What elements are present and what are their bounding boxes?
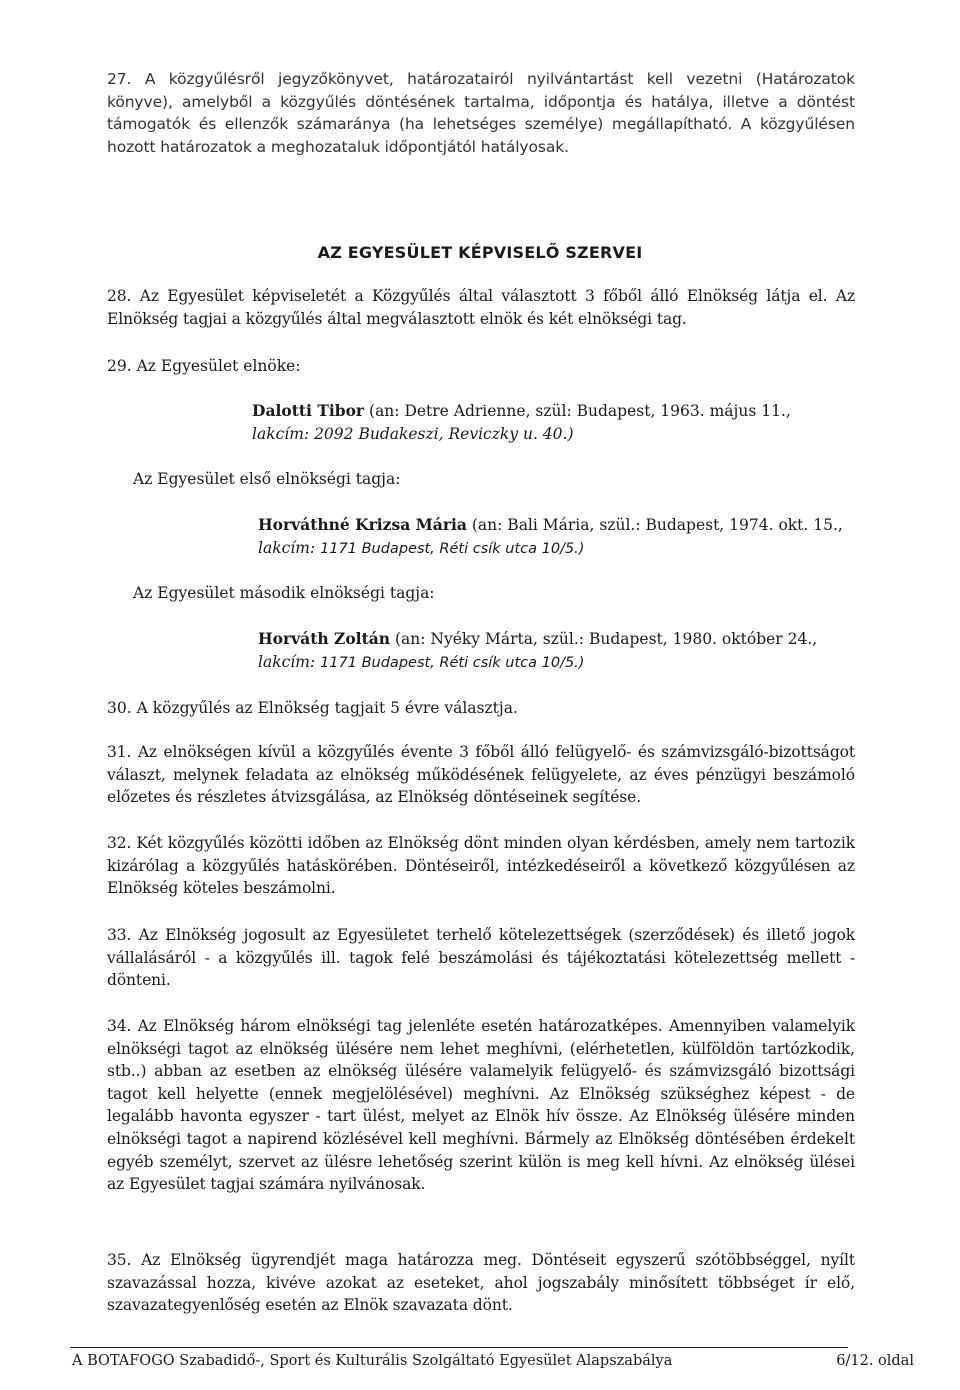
footer-title: A BOTAFOGO Szabadidő-, Sport és Kulturális Szolgáltató Egyesület Alapszabálya: [72, 1353, 673, 1369]
footer-divider: [70, 1347, 848, 1348]
section-number: 32.: [107, 834, 132, 852]
section-32: [107, 832, 855, 900]
section-heading: AZ EGYESÜLET KÉPVISELŐ SZERVEI: [317, 243, 643, 262]
section-number: 34.: [107, 1017, 132, 1035]
section-number: 35.: [107, 1251, 132, 1269]
section-text: Két közgyűlés közötti időben az Elnökség dönt minden olyan kérdésben, amely nem tartozik kizárólag a közgyűlés hatáskörében. Döntéseiről, intézkedéseiről a következő közgyűlésen az Elnökség köteles beszámolni.: [107, 834, 856, 898]
section-number: 31.: [107, 743, 132, 761]
section-number: 29.: [107, 357, 132, 375]
second-member-label: Az Egyesület második elnökségi tagja:: [133, 584, 435, 602]
section-text: A közgyűlésről jegyzőkönyvet, határozatairól nyilvántartást kell vezetni (Határozatok könyve), amelyből a közgyűlés döntésének tartalma, időpontja és hatálya, illetve a döntést támogatók és ellenzők számaránya (ha lehetséges személye) megállapítható. A közgyűlésen hozott határozatok a meghozataluk időpontjától hatályosak.: [107, 70, 856, 156]
president-entry: [252, 399, 855, 446]
first-member-entry: [258, 513, 855, 561]
section-text: Az Elnökség jogosult az Egyesületet terhelő kötelezettségek (szerződések) és illető jogok vállalásáról - a közgyűlés ill. tagok felé beszámolási és tájékoztatási kötelezettség mellett - dönteni.: [107, 926, 855, 990]
second-member-address-label: lakcím:: [258, 653, 321, 671]
section-27: [107, 68, 855, 158]
section-text: Az Egyesület képviseletét a Közgyűlés által választott 3 főből álló Elnökség látja el. Az Elnökség tagjai a közgyűlés által megválasztott elnök és két elnökségi tag.: [107, 287, 856, 328]
section-30: [107, 697, 518, 720]
second-member-details: (an: Nyéky Márta, szül.: Budapest, 1980. október 24.,: [390, 630, 818, 648]
president-details: (an: Detre Adrienne, szül: Budapest, 1963. május 11.,: [364, 402, 791, 420]
section-number: 27.: [107, 70, 132, 88]
section-text: Az Elnökség három elnökségi tag jelenléte esetén határozatképes. Amennyiben valamelyik elnökségi tagot az elnökség ülésére nem lehet meghívni, (elérhetetlen, külföldön tartózkodik, stb..) abban az esetben az elnökség ülésére valamelyik felügyelő- és számvizsgáló bizottsági tagot kell helyette (ennek megjelölésével) meghívni. Az Elnökség szükséghez képest - de legalább havonta egyszer - tart ülést, melyet az Elnök hív össze. Az Elnökség ülésére minden elnökségi tagot a napirend közlésével kell meghívni. Bármely az Elnökség döntésében érdekelt egyéb személyt, szervet az ülésre lehetőség szerint külön is meg kell hívni. Az elnökség ülései az Egyesület tagjai számára nyilvánosak.: [107, 1017, 855, 1194]
section-28: [107, 285, 855, 330]
section-35: [107, 1249, 855, 1317]
second-member-entry: [258, 627, 855, 675]
section-text: Az Elnökség ügyrendjét maga határozza meg. Döntéseit egyszerű szótöbbséggel, nyílt szavazással hozza, kivéve azokat az eseteket, ahol jogszabály minősített többséget ír elő, szavazategyenlőség esetén az Elnök szavazata dönt.: [107, 1251, 855, 1315]
first-member-label: Az Egyesület első elnökségi tagja:: [133, 470, 401, 488]
section-text: Az elnökségen kívül a közgyűlés évente 3 főből álló felügyelő- és számvizsgáló-bizottságot választ, melynek feladata az elnökség működésének felügyelete, az éves pénzügyi beszámoló előzetes és részletes átvizsgálása, az Elnökség döntéseinek segítése.: [107, 743, 856, 807]
section-34: [107, 1015, 855, 1196]
first-member-address-label: lakcím:: [258, 539, 321, 557]
section-text: A közgyűlés az Elnökség tagjait 5 évre választja.: [136, 699, 518, 717]
section-33: [107, 924, 855, 992]
section-31: [107, 741, 855, 809]
section-number: 33.: [107, 926, 132, 944]
section-text: Az Egyesület elnöke:: [136, 357, 301, 375]
first-member-details: (an: Bali Mária, szül.: Budapest, 1974. okt. 15.,: [466, 516, 843, 534]
page-number: 6/12. oldal: [836, 1353, 914, 1369]
second-member-name: Horváth Zoltán: [258, 629, 391, 648]
section-29: [107, 355, 301, 378]
first-member-name: Horváthné Krizsa Mária: [258, 515, 467, 534]
section-number: 30.: [107, 699, 132, 717]
president-address: lakcím: 2092 Budakeszi, Reviczky u. 40.): [252, 425, 574, 443]
second-member-address: 1171 Budapest, Réti csík utca 10/5.): [320, 655, 585, 671]
section-number: 28.: [107, 287, 132, 305]
first-member-address: 1171 Budapest, Réti csík utca 10/5.): [320, 541, 585, 557]
president-name: Dalotti Tibor: [252, 401, 365, 420]
